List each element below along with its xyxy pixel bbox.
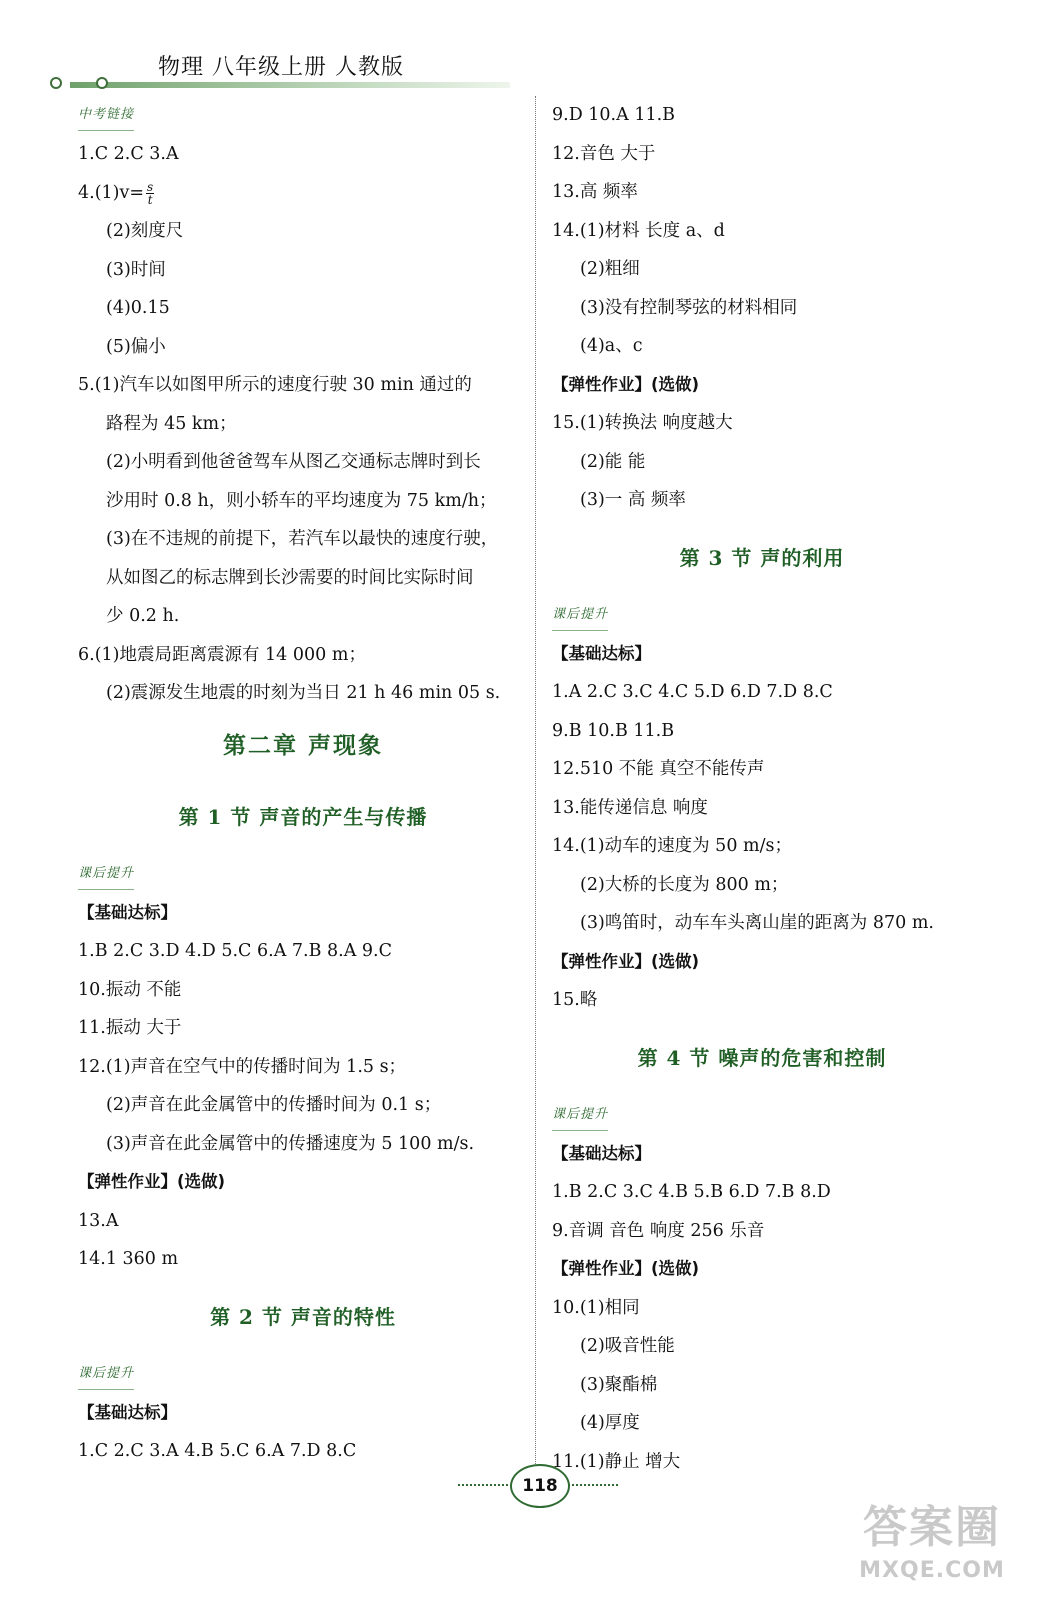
answer-line: 9.D 10.A 11.B (552, 105, 676, 125)
answer-line: (3)鸣笛时，动车车头离山崖的距离为 870 m. (580, 913, 934, 933)
answer-line: 5.(1)汽车以如图甲所示的速度行驶 30 min 通过的 (78, 375, 472, 395)
subsection-label: 【基础达标】 (78, 902, 177, 922)
answer-line: 1.B 2.C 3.C 4.B 5.B 6.D 7.B 8.D (552, 1182, 831, 1202)
answer-line: 10.(1)相同 (552, 1297, 640, 1318)
page-number: 118 (510, 1464, 570, 1508)
header-rule (70, 82, 510, 88)
watermark-logo (822, 1500, 1042, 1596)
answer-line: (2)粗细 (580, 259, 640, 279)
footer-dots (458, 1484, 508, 1486)
answer-line: 从如图乙的标志牌到长沙需要的时间比实际时间 (106, 567, 474, 588)
answer-line: (3)聚酯棉 (580, 1374, 658, 1395)
subsection-label: 【弹性作业】(选做) (552, 1259, 700, 1278)
answer-line: 1.C 2.C 3.A 4.B 5.C 6.A 7.D 8.C (78, 1441, 357, 1461)
section-tag: 课后提升 (552, 600, 608, 631)
fraction-denominator: t (147, 192, 153, 207)
right-column (552, 96, 972, 1481)
answer-line: (2)大桥的长度为 800 m； (580, 874, 789, 895)
answer-line: 1.C 2.C 3.A (78, 144, 179, 164)
answer-line: (3)时间 (106, 259, 166, 280)
chapter-heading: 第二章 声现象 (222, 731, 383, 759)
answer-line: 13.A (78, 1210, 119, 1231)
section-heading: 第 4 节 噪声的危害和控制 (637, 1045, 887, 1070)
section-tag: 课后提升 (552, 1100, 608, 1131)
section-tag: 课后提升 (78, 859, 134, 890)
answer-line: 9.B 10.B 11.B (552, 720, 675, 741)
answer-line: (5)偏小 (106, 336, 166, 357)
answer-line: 11.振动 大于 (78, 1018, 182, 1038)
footer-dots (568, 1484, 618, 1486)
answer-line: 12.(1)声音在空气中的传播时间为 1.5 s； (78, 1056, 407, 1077)
answer-line: (4)厚度 (580, 1413, 640, 1433)
subsection-label: 【基础达标】 (78, 1402, 177, 1422)
subsection-label: 【弹性作业】(选做) (78, 1172, 226, 1191)
section-heading: 第 2 节 声音的特性 (210, 1304, 396, 1329)
answer-line: 9.音调 音色 响度 256 乐音 (552, 1220, 765, 1241)
answer-line: 12.音色 大于 (552, 143, 656, 164)
left-column (78, 96, 528, 1471)
answer-line: 14.1 360 m (78, 1249, 179, 1269)
answer-line: 15.(1)转换法 响度越大 (552, 413, 733, 433)
answer-line: (2)震源发生地震的时刻为当日 21 h 46 min 05 s. (106, 683, 501, 703)
answer-line: (3)没有控制琴弦的材料相同 (580, 297, 798, 318)
subsection-label: 【弹性作业】(选做) (552, 374, 700, 394)
answer-line: 12.510 不能 真空不能传声 (552, 759, 765, 779)
answer-line: (4)0.15 (106, 298, 170, 318)
page-header (40, 48, 480, 98)
answer-line: 13.高 频率 (552, 182, 638, 202)
answer-line: 10.振动 不能 (78, 979, 182, 1000)
subsection-label: 【弹性作业】(选做) (552, 951, 700, 971)
subsection-label: 【基础达标】 (552, 643, 651, 663)
answer-line: 路程为 45 km； (106, 413, 237, 434)
answer-line: 14.(1)动车的速度为 50 m/s； (552, 836, 792, 856)
book-title: 物理 八年级上册 人教版 (158, 55, 404, 80)
answer-line: (2)小明看到他爸爸驾车从图乙交通标志牌时到长 (106, 452, 481, 472)
answer-line: 沙用时 0.8 h，则小轿车的平均速度为 75 km/h； (106, 490, 497, 511)
answer-line: (3)在不违规的前提下，若汽车以最快的速度行驶， (106, 529, 499, 549)
answer-line: (2)刻度尺 (106, 221, 184, 241)
answer-line: (3)声音在此金属管中的传播速度为 5 100 m/s. (106, 1133, 475, 1154)
watermark-text: 答案圈 (863, 1502, 1001, 1553)
answer-line: (2)吸音性能 (580, 1336, 675, 1356)
section-tag: 课后提升 (78, 1359, 134, 1390)
watermark-url: MXQE.COM (859, 1558, 1005, 1583)
section-heading: 第 3 节 声的利用 (679, 545, 845, 570)
formula-prefix: 4.(1)v= (78, 182, 145, 203)
answer-line: 1.A 2.C 3.C 4.C 5.D 6.D 7.D 8.C (552, 682, 833, 702)
answer-line: 13.能传递信息 响度 (552, 797, 708, 818)
answer-line: (4)a、c (580, 336, 643, 356)
subsection-label: 【基础达标】 (552, 1143, 651, 1163)
fraction (146, 181, 154, 206)
answer-line-formula (78, 174, 528, 213)
fraction-numerator: s (147, 179, 154, 194)
answer-line: 6.(1)地震局距离震源有 14 000 m； (78, 644, 366, 665)
answer-line: 11.(1)静止 增大 (552, 1451, 681, 1472)
answer-line: 少 0.2 h. (106, 606, 180, 626)
answer-line: (2)能 能 (580, 451, 646, 472)
section-tag: 中考链接 (78, 100, 134, 131)
section-heading: 第 1 节 声音的产生与传播 (178, 804, 428, 829)
column-divider (535, 96, 536, 1466)
answer-line: 14.(1)材料 长度 a、d (552, 220, 725, 241)
answer-line: 15.略 (552, 990, 598, 1010)
answer-line: 1.B 2.C 3.D 4.D 5.C 6.A 7.B 8.A 9.C (78, 941, 393, 961)
answer-line: (3)一 高 频率 (580, 490, 686, 510)
header-dot-icon (50, 77, 62, 89)
answer-line: (2)声音在此金属管中的传播时间为 0.1 s； (106, 1095, 442, 1115)
header-dot-icon (96, 77, 108, 89)
